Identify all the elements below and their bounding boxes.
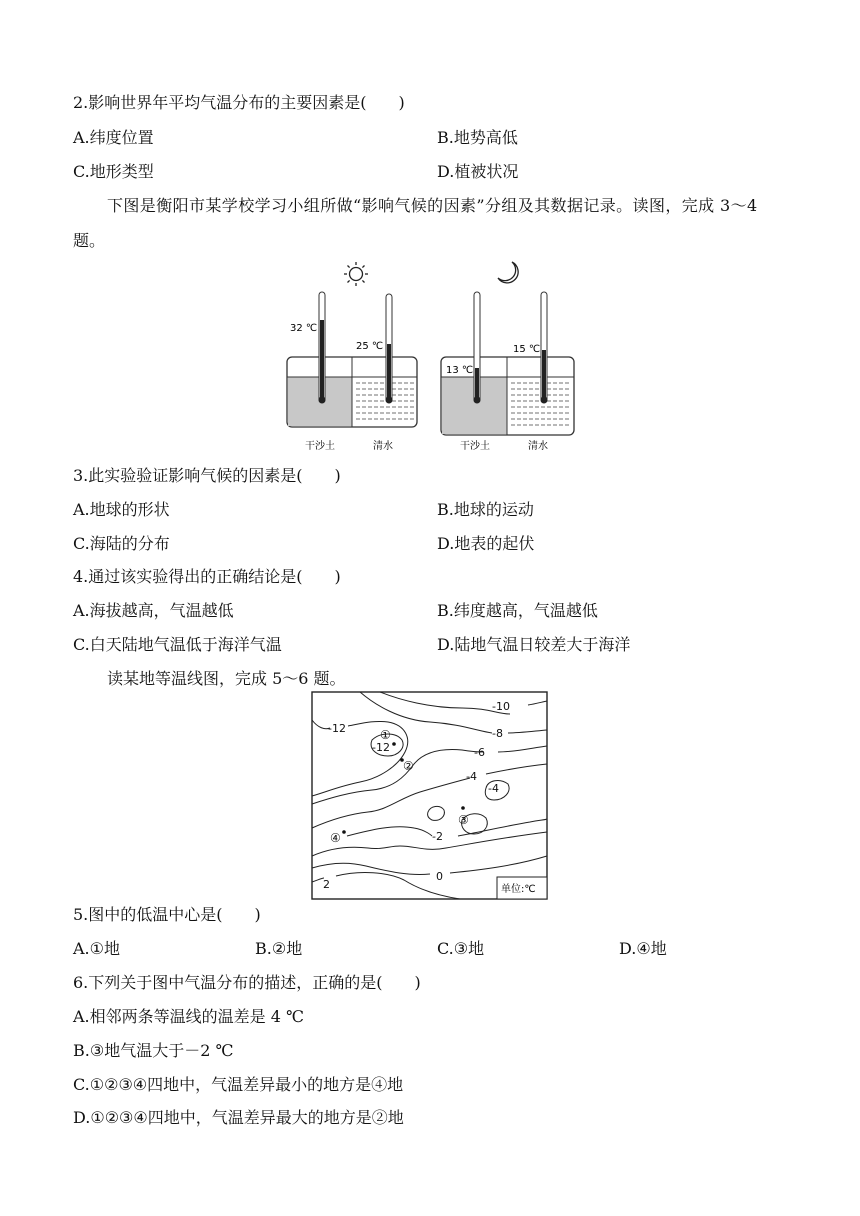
q2-option-b: B.地势高低 [437,128,518,147]
day-water-temp: 25 ℃ [356,341,384,352]
map-point-4: ④ [330,831,341,845]
day-land-temp: 32 ℃ [290,323,318,334]
map-unit-label: 单位:℃ [501,884,536,895]
night-land-mercury [475,368,479,400]
q6-option-d: D.①②③④四地中，气温差异最大的地方是②地 [73,1108,404,1127]
map-label-neg8: -8 [492,727,503,740]
day-water-label: 清水 [373,441,393,452]
q6-option-a: A.相邻两条等温线的温差是 4 ℃ [73,1007,304,1026]
map-label-neg6: -6 [474,746,485,759]
q4-option-b: B.纬度越高，气温越低 [437,601,598,620]
sun-icon [344,262,368,286]
q4-stem: 4.通过该实验得出的正确结论是( ) [73,567,341,586]
q5-option-a: A.①地 [73,939,120,958]
experiment-figure [280,256,580,456]
day-water-mercury [387,344,391,400]
map-point-2: ② [403,759,414,773]
intro-3-4-line1: 下图是衡阳市某学校学习小组所做“影响气候的因素”分组及其数据记录。读图，完成 3～4 [107,196,758,215]
map-point-3: ③ [458,813,469,827]
map-label-0: 0 [436,870,443,883]
q3-stem: 3.此实验验证影响气候的因素是( ) [73,466,341,485]
q5-option-c: C.③地 [437,939,485,958]
map-label-neg12-loop: -12 [372,741,390,754]
day-container [287,292,417,452]
night-land-temp: 13 ℃ [446,365,474,376]
map-label-neg10: -10 [492,700,510,713]
q2-option-d: D.植被状况 [437,162,519,181]
intro-3-4-line2: 题。 [73,231,106,250]
q3-option-b: B.地球的运动 [437,500,534,519]
day-land-label: 干沙土 [305,441,335,452]
night-water-label: 清水 [528,441,548,452]
q3-option-c: C.海陆的分布 [73,534,170,553]
map-label-neg12-area: -12 [328,722,346,735]
night-land-label: 干沙土 [460,441,490,452]
night-water-temp: 15 ℃ [513,344,541,355]
q5-option-d: D.④地 [619,939,667,958]
q6-option-c: C.①②③④四地中，气温差异最小的地方是④地 [73,1075,404,1094]
map-point-1: ① [380,728,391,742]
q2-option-a: A.纬度位置 [73,128,154,147]
q4-option-c: C.白天陆地气温低于海洋气温 [73,635,282,654]
map-label-neg4-loop: -4 [488,782,499,795]
moon-icon [498,262,518,283]
q4-option-a: A.海拔越高，气温越低 [73,601,234,620]
night-container [441,292,574,452]
q2-stem: 2.影响世界年平均气温分布的主要因素是( ) [73,93,405,112]
q6-stem: 6.下列关于图中气温分布的描述，正确的是( ) [73,973,421,992]
isotherm-map [310,690,550,902]
q5-stem: 5.图中的低温中心是( ) [73,905,261,924]
map-label-neg4-line: -4 [466,770,477,783]
q3-option-d: D.地表的起伏 [437,534,535,553]
q4-option-d: D.陆地气温日较差大于海洋 [437,635,631,654]
q6-option-b: B.③地气温大于－2 ℃ [73,1041,234,1060]
q2-option-c: C.地形类型 [73,162,154,181]
map-label-neg2: -2 [432,830,443,843]
night-water-mercury [542,350,546,400]
q3-option-a: A.地球的形状 [73,500,170,519]
intro-5-6: 读某地等温线图，完成 5～6 题。 [107,669,346,688]
q5-option-b: B.②地 [255,939,303,958]
map-label-2: 2 [323,878,330,891]
day-land-mercury [320,320,324,400]
